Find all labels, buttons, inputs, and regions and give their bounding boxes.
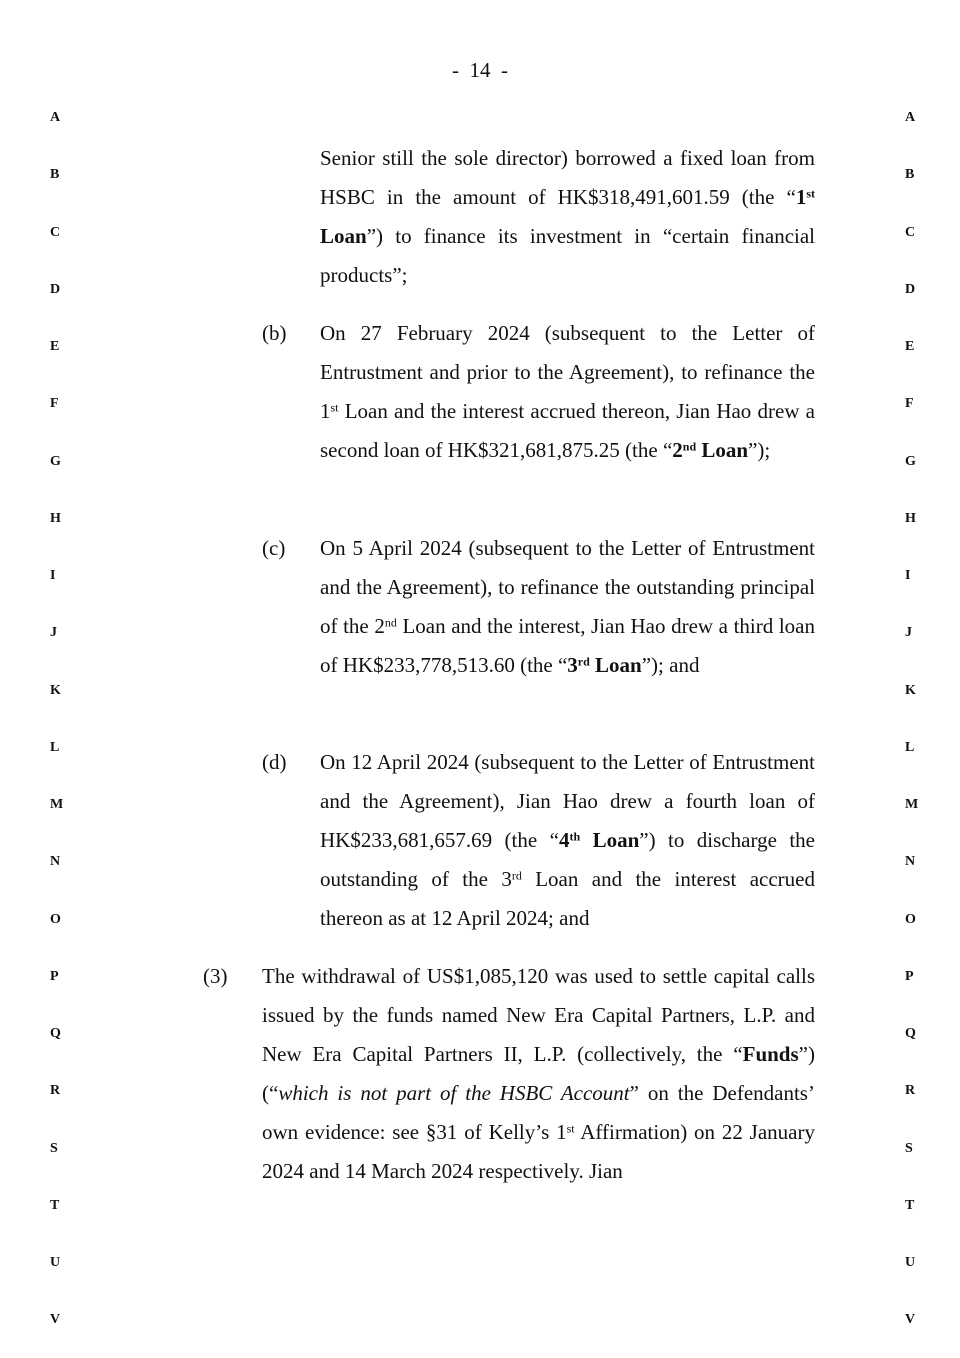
margin-letter-right: A bbox=[905, 110, 916, 125]
margin-letter-right: N bbox=[905, 854, 916, 870]
item-c-bold-rest: Loan bbox=[589, 653, 642, 677]
margin-letter-left: J bbox=[50, 625, 57, 641]
item-b-text-2: Loan and the interest accrued thereon, Jian Hao drew a second loan of HK$321,681,875.25 (the “ bbox=[320, 399, 815, 462]
item-a-bold-sup: st bbox=[806, 186, 815, 201]
item-3-text bbox=[262, 957, 815, 1191]
item-3-text-3: ” on the Defendants’ own evidence: see §31 of Kelly’s 1 bbox=[262, 1081, 815, 1144]
margin-letter-right: I bbox=[905, 568, 911, 583]
item-d-text bbox=[320, 743, 815, 938]
margin-letter-right: L bbox=[905, 739, 915, 755]
item-c bbox=[320, 529, 815, 685]
margin-letter-left: I bbox=[50, 568, 56, 583]
margin-letter-left: O bbox=[50, 911, 61, 927]
item-a-continuation bbox=[320, 139, 815, 295]
margin-letter-left: D bbox=[50, 281, 61, 297]
margin-letter-right: C bbox=[905, 224, 916, 240]
item-c-text-2: Loan and the interest, Jian Hao drew a third loan of HK$233,778,513.60 (the “ bbox=[320, 614, 815, 677]
item-d-bold-term bbox=[559, 828, 639, 852]
margin-letter-right: J bbox=[905, 625, 912, 641]
item-a-text bbox=[320, 139, 815, 295]
page-number-dash-right: - bbox=[501, 58, 508, 82]
page-number bbox=[0, 58, 960, 83]
item-c-text-1: On 5 April 2024 (subsequent to the Letter of Entrustment and the Agreement), to refinance the outstanding principal of the 2 bbox=[320, 536, 815, 638]
item-b-bold-term bbox=[672, 438, 748, 462]
page-number-dash-left: - bbox=[452, 58, 459, 82]
margin-letter-left: M bbox=[50, 797, 64, 812]
item-d-bold-sup: th bbox=[569, 829, 581, 844]
margin-letter-left: T bbox=[50, 1197, 60, 1213]
margin-letter-left: R bbox=[50, 1083, 61, 1099]
margin-letter-right: B bbox=[905, 167, 915, 183]
item-c-text-3: ”); and bbox=[641, 653, 700, 677]
item-b-text-3: ”); bbox=[748, 438, 771, 462]
margin-letter-right: K bbox=[905, 682, 916, 698]
item-b-text-1: On 27 February 2024 (subsequent to the Letter of Entrustment and prior to the Agreement), to refinance the 1 bbox=[320, 321, 815, 423]
margin-letter-right: H bbox=[905, 510, 916, 526]
margin-letter-left: B bbox=[50, 167, 60, 183]
item-c-bold-num: 3 bbox=[567, 653, 578, 677]
item-c-text bbox=[320, 529, 815, 685]
page-number-value: 14 bbox=[469, 58, 491, 82]
item-3-text-4: Affirmation) on 22 January 2024 and 14 March 2024 respectively. Jian bbox=[262, 1120, 815, 1183]
item-a-bold-num: 1 bbox=[795, 185, 807, 209]
margin-letter-left: F bbox=[50, 396, 59, 412]
item-3-text-2: ”) (“ bbox=[262, 1042, 815, 1105]
item-d bbox=[320, 743, 815, 938]
item-d-bold-num: 4 bbox=[558, 828, 570, 852]
margin-letter-right: E bbox=[905, 339, 915, 354]
item-c-sup-1: nd bbox=[384, 615, 397, 630]
item-d-text-2: ”) to discharge the outstanding of the 3 bbox=[320, 828, 815, 891]
margin-letter-right: F bbox=[905, 396, 914, 412]
margin-letter-right: S bbox=[905, 1140, 913, 1156]
margin-letter-left: Q bbox=[50, 1026, 61, 1041]
margin-letter-right: P bbox=[905, 968, 914, 984]
item-d-label: (d) bbox=[262, 750, 287, 774]
margin-letter-left: S bbox=[50, 1140, 58, 1156]
item-b-label: (b) bbox=[262, 321, 287, 345]
item-b-bold-sup: nd bbox=[682, 439, 697, 454]
item-a-bold-rest: Loan bbox=[320, 224, 367, 248]
item-d-bold-rest: Loan bbox=[580, 828, 640, 852]
margin-letter-left: E bbox=[50, 339, 60, 354]
item-b-bold-rest: Loan bbox=[696, 438, 749, 462]
margin-letter-right: O bbox=[905, 911, 916, 927]
item-a-text-2: ”) to finance its investment in “certain financial products”; bbox=[320, 224, 815, 287]
item-d-text-1: On 12 April 2024 (subsequent to the Letter of Entrustment and the Agreement), Jian Hao drew a fourth loan of HK$233,681,657.69 (the “ bbox=[320, 750, 815, 852]
margin-letter-left: H bbox=[50, 510, 61, 526]
item-3-italic-quote: which is not part of the HSBC Account bbox=[278, 1081, 630, 1105]
margin-letter-left: P bbox=[50, 968, 59, 984]
margin-letter-right: M bbox=[905, 797, 919, 812]
item-3-label: (3) bbox=[203, 964, 228, 988]
item-c-bold-term bbox=[567, 653, 641, 677]
item-d-text-3: Loan and the interest accrued thereon as at 12 April 2024; and bbox=[320, 867, 815, 930]
item-b-bold-num: 2 bbox=[672, 438, 683, 462]
item-c-bold-sup: rd bbox=[577, 654, 590, 669]
item-b-text bbox=[320, 314, 815, 470]
item-b-sup-1: st bbox=[330, 400, 339, 415]
item-3 bbox=[262, 957, 815, 1191]
item-d-sup-1: rd bbox=[511, 868, 522, 883]
margin-letter-right: G bbox=[905, 453, 916, 469]
item-c-label: (c) bbox=[262, 536, 286, 560]
margin-letter-right: R bbox=[905, 1083, 916, 1099]
item-3-sup-1: st bbox=[566, 1121, 575, 1136]
margin-letter-left: K bbox=[50, 682, 61, 698]
item-3-bold-term: Funds bbox=[742, 1042, 799, 1066]
margin-letter-left: V bbox=[50, 1312, 61, 1328]
item-a-text-1: Senior still the sole director) borrowed a fixed loan from HSBC in the amount of HK$318,491,601.59 (the “ bbox=[320, 146, 815, 209]
margin-letter-right: T bbox=[905, 1197, 915, 1213]
margin-letter-left: A bbox=[50, 110, 61, 125]
margin-letter-left: N bbox=[50, 854, 61, 870]
margin-letter-left: C bbox=[50, 224, 61, 240]
margin-letter-right: Q bbox=[905, 1026, 916, 1041]
margin-letter-right: D bbox=[905, 281, 916, 297]
item-3-text-1: The withdrawal of US$1,085,120 was used to settle capital calls issued by the funds named New Era Capital Partners, L.P. and New Era Capital Partners II, L.P. (collectively, the “ bbox=[262, 964, 815, 1066]
margin-letter-left: L bbox=[50, 739, 60, 755]
item-b bbox=[320, 314, 815, 470]
margin-letter-right: V bbox=[905, 1312, 916, 1328]
margin-letter-right: U bbox=[905, 1255, 916, 1270]
margin-letter-left: U bbox=[50, 1255, 61, 1270]
margin-letter-left: G bbox=[50, 453, 61, 469]
